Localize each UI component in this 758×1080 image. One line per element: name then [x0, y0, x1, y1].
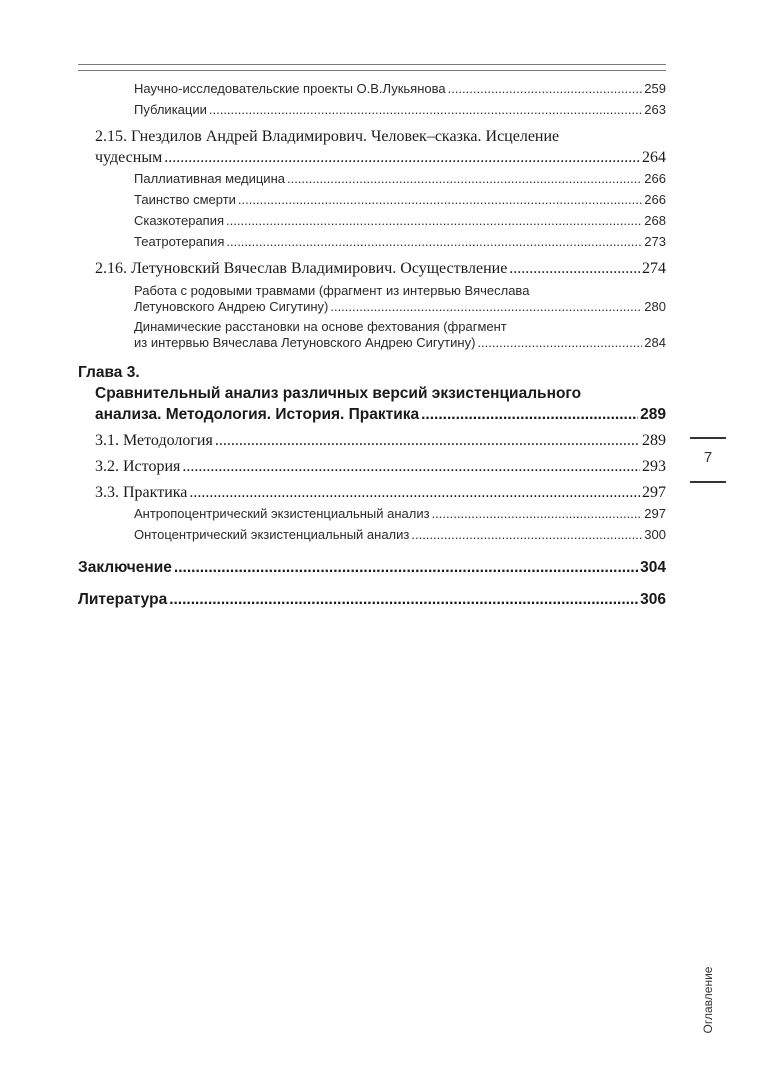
toc-entry-page: 289 [642, 432, 666, 449]
toc-entry-title: Сказкотерапия [134, 213, 225, 228]
leader-dots [421, 404, 638, 425]
toc-entry-page: 284 [644, 335, 666, 350]
toc-entry-page: 280 [644, 299, 666, 314]
toc-entry[interactable] [78, 524, 666, 545]
toc-entry-page: 274 [642, 260, 666, 277]
toc-entry-title: Таинство смерти [134, 192, 236, 207]
toc-section-3-1[interactable] [78, 430, 666, 451]
toc-entry[interactable] [78, 78, 666, 99]
toc-entry-page: 266 [644, 192, 666, 207]
toc-entry-page: 297 [644, 506, 666, 521]
toc-entry-title-line1: Динамические расстановки на основе фехтования (фрагмент [134, 319, 507, 334]
toc-section-title: 3.2. История [95, 458, 181, 475]
toc-entry-title-line2: Летуновского Андрею Сигутину) [134, 299, 329, 314]
toc-entry-page: 264 [642, 149, 666, 166]
chapter-title-line1: Сравнительный анализ различных версий экзистенциального [95, 385, 582, 402]
toc-literature[interactable] [78, 589, 666, 610]
leader-dots [189, 482, 640, 503]
toc-section-title-line1: 2.15. Гнездилов Андрей Владимирович. Человек–сказка. Исцеление [95, 128, 560, 145]
header-rule-top [78, 64, 666, 65]
leader-dots [174, 557, 638, 578]
leader-dots [226, 210, 642, 231]
toc-entry-page: 300 [644, 527, 666, 542]
running-title: Оглавление [701, 966, 715, 1034]
toc-entry-title: Театротерапия [134, 234, 225, 249]
toc-entry-page: 259 [644, 81, 666, 96]
toc-section-2-16[interactable] [78, 258, 666, 279]
leader-dots [432, 503, 643, 524]
toc-entry-multiline[interactable] [78, 283, 666, 315]
leader-dots [182, 456, 640, 477]
toc-entry[interactable] [78, 99, 666, 120]
table-of-contents [78, 78, 666, 610]
leader-dots [238, 189, 642, 210]
leader-dots [509, 258, 640, 279]
toc-entry[interactable] [78, 503, 666, 524]
toc-entry-page: 289 [640, 406, 666, 423]
toc-section-2-15[interactable] [78, 126, 666, 168]
toc-entry-title: Паллиативная медицина [134, 171, 285, 186]
leader-dots [448, 78, 643, 99]
toc-entry[interactable] [78, 210, 666, 231]
toc-entry-page: 266 [644, 171, 666, 186]
toc-entry-title: Антропоцентрический экзистенциальный анализ [134, 506, 430, 521]
toc-entry-title: Онтоцентрический экзистенциальный анализ [134, 527, 410, 542]
toc-conclusion[interactable] [78, 557, 666, 578]
toc-entry-multiline[interactable] [78, 319, 666, 351]
toc-entry-page: 263 [644, 102, 666, 117]
leader-dots [226, 231, 642, 252]
chapter-3-heading: Глава 3. [78, 364, 140, 381]
leader-dots [477, 335, 642, 351]
toc-entry-page: 297 [642, 484, 666, 501]
chapter-title-line2: анализа. Методология. История. Практика [95, 406, 420, 423]
toc-entry-page: 293 [642, 458, 666, 475]
toc-section-3-2[interactable] [78, 456, 666, 477]
toc-entry-page: 268 [644, 213, 666, 228]
toc-entry-title-line1: Работа с родовыми травмами (фрагмент из интервью Вячеслава [134, 283, 530, 298]
toc-section-title-line2: чудесным [95, 149, 163, 166]
toc-entry-page: 306 [640, 591, 666, 608]
toc-entry[interactable] [78, 168, 666, 189]
chapter-3-title[interactable] [78, 383, 666, 425]
leader-dots [287, 168, 642, 189]
toc-section-title: 2.16. Летуновский Вячеслав Владимирович. Осуществление [95, 260, 508, 277]
toc-entry-title-line2: из интервью Вячеслава Летуновского Андрею Сигутину) [134, 335, 476, 350]
toc-section-title: 3.1. Методология [95, 432, 213, 449]
leader-dots [411, 524, 642, 545]
leader-dots [209, 99, 642, 120]
toc-entry-title: Публикации [134, 102, 207, 117]
page-number-rule-bottom [690, 481, 726, 483]
toc-conclusion-title: Заключение [78, 559, 172, 576]
page-number: 7 [703, 449, 713, 466]
toc-entry[interactable] [78, 189, 666, 210]
toc-literature-title: Литература [78, 591, 168, 608]
toc-entry-page: 273 [644, 234, 666, 249]
page-number-rule-top [690, 437, 726, 439]
leader-dots [169, 589, 638, 610]
toc-entry[interactable] [78, 231, 666, 252]
toc-section-3-3[interactable] [78, 482, 666, 503]
toc-entry-title: Научно-исследовательские проекты О.В.Лукьянова [134, 81, 446, 96]
toc-entry-page: 304 [640, 559, 666, 576]
header-rule-bottom [78, 70, 666, 71]
leader-dots [164, 147, 640, 168]
leader-dots [215, 430, 640, 451]
toc-section-title: 3.3. Практика [95, 484, 188, 501]
leader-dots [330, 299, 642, 315]
